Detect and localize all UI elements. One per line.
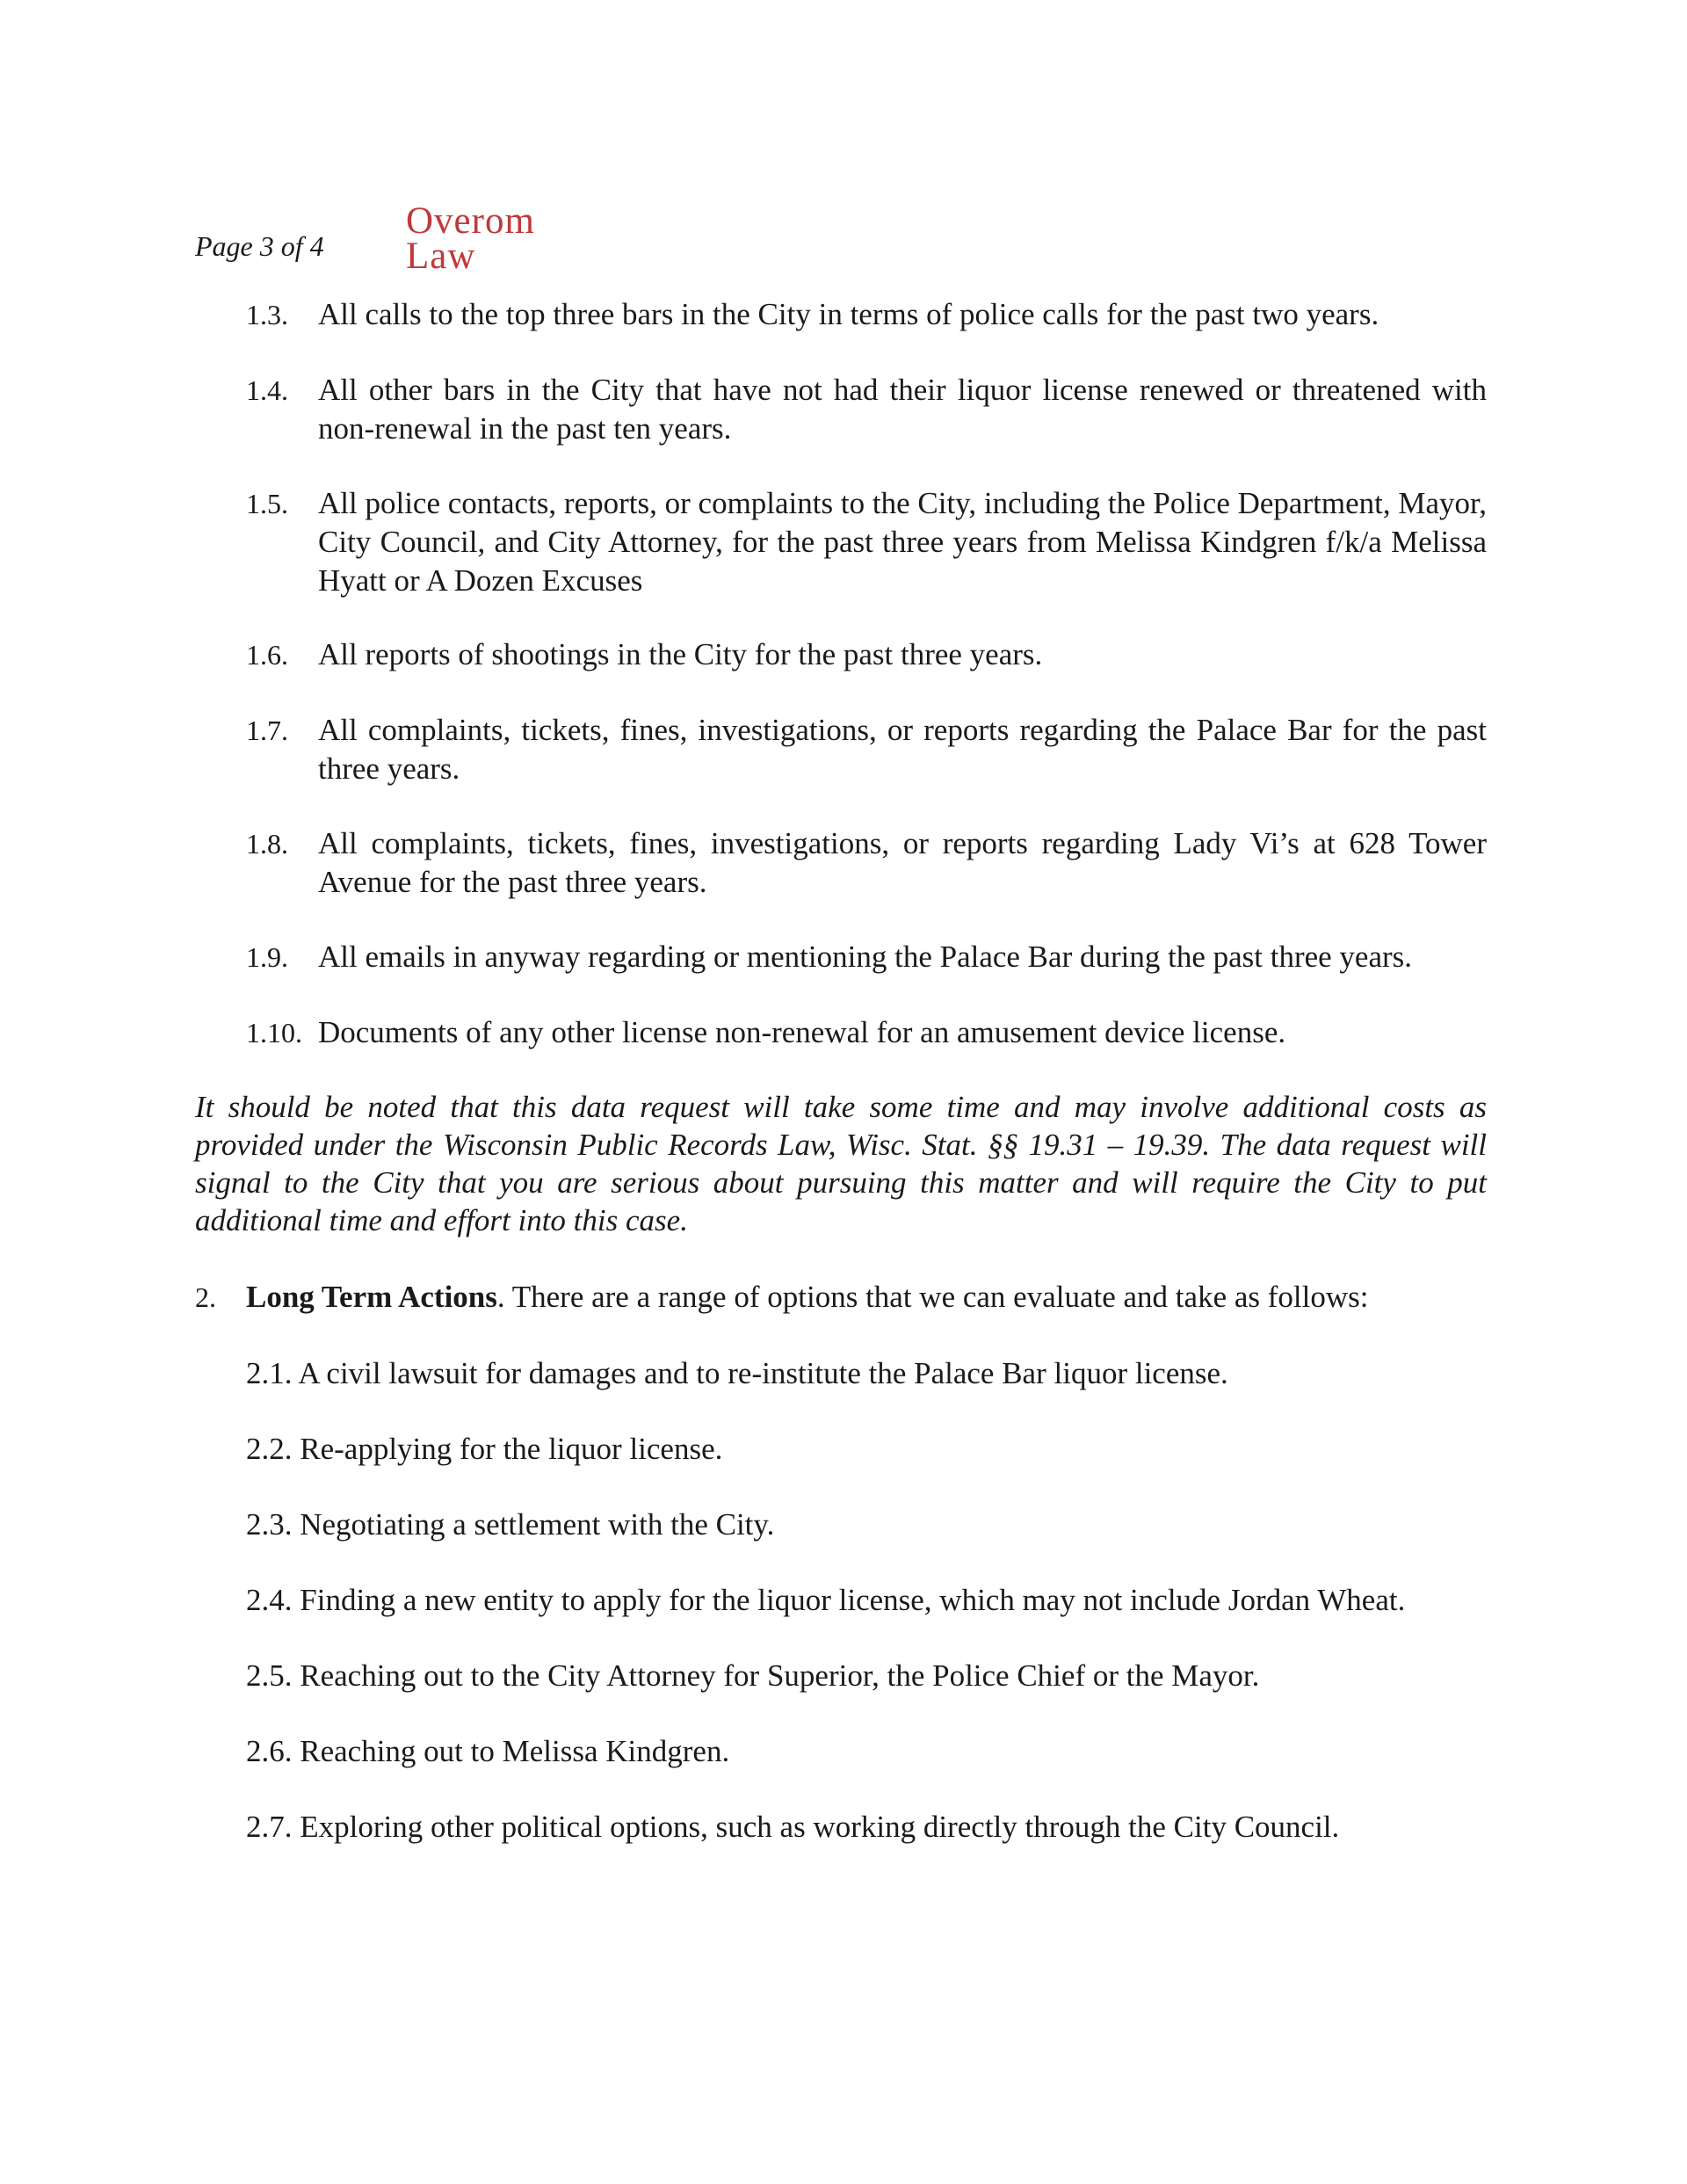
logo-line-1: Overom [406, 200, 535, 242]
firm-logo [406, 200, 535, 277]
item-number: 1.4. [246, 374, 288, 406]
item-number: 1.10. [246, 1017, 302, 1048]
item-number: 1.8. [246, 828, 288, 860]
list-item [246, 1430, 722, 1469]
item-number: 1.3. [246, 299, 288, 330]
section-number: 2. [195, 1281, 216, 1313]
item-number: 2.7. [246, 1810, 293, 1844]
logo-line-2: Law [406, 236, 476, 277]
item-text: Exploring other political options, such as working directly through the City Council. [300, 1810, 1340, 1844]
item-number: 2.6. [246, 1734, 293, 1768]
note-paragraph: It should be noted that this data request will take some time and may involve additional costs as provided under the Wisconsin Public Records Law, Wisc. Stat. §§ 19.31 – 19.39. The data request will signal to the City that you are serious about pursuing this matter and will require the City to put additional time and effort into this case. [195, 1090, 1487, 1237]
page-number: Page 3 of 4 [195, 230, 324, 262]
item-text: A civil lawsuit for damages and to re-institute the Palace Bar liquor license. [298, 1356, 1228, 1390]
item-text: All complaints, tickets, fines, investigations, or reports regarding Lady Vi’s at 628 Tower Avenue for the past three years. [318, 826, 1487, 899]
item-text: All emails in anyway regarding or mentioning the Palace Bar during the past three years. [318, 940, 1413, 974]
list-item [246, 1581, 1405, 1620]
item-number: 1.9. [246, 941, 288, 973]
item-text: Reaching out to the City Attorney for Superior, the Police Chief or the Mayor. [300, 1658, 1260, 1693]
item-text: All calls to the top three bars in the City in terms of police calls for the past two years. [318, 297, 1379, 331]
item-text: Re-applying for the liquor license. [300, 1432, 723, 1466]
item-number: 2.2. [246, 1432, 293, 1466]
item-number: 2.4. [246, 1583, 293, 1617]
section-text [246, 1278, 1368, 1317]
item-text: Negotiating a settlement with the City. [300, 1507, 775, 1542]
section-intro: . There are a range of options that we can evaluate and take as follows: [496, 1280, 1369, 1314]
list-item [246, 1657, 1259, 1695]
item-text: Reaching out to Melissa Kindgren. [300, 1734, 730, 1768]
item-text: All reports of shootings in the City for the past three years. [318, 637, 1043, 671]
list-item [246, 1808, 1339, 1847]
list-item [246, 1732, 729, 1771]
item-text: Finding a new entity to apply for the liquor license, which may not include Jordan Wheat. [300, 1583, 1406, 1617]
item-number: 2.5. [246, 1658, 293, 1693]
section-title: Long Term Actions [246, 1280, 497, 1314]
list-item [246, 1354, 1228, 1393]
item-number: 1.7. [246, 715, 288, 746]
item-number: 1.6. [246, 639, 288, 671]
item-text: All police contacts, reports, or complaints to the City, including the Police Department, Mayor, City Council, and City Attorney, for the past three years from Melissa Kindgren f/k/a Melissa Hyatt or A Dozen Excuses [318, 486, 1487, 598]
item-number: 1.5. [246, 488, 288, 519]
list-item [246, 1506, 774, 1544]
item-number: 2.1. [246, 1356, 293, 1390]
item-text: All other bars in the City that have not had their liquor license renewed or threatened with non-renewal in the past ten years. [318, 373, 1487, 446]
item-text: All complaints, tickets, fines, investigations, or reports regarding the Palace Bar for the past three years. [318, 713, 1487, 786]
item-text: Documents of any other license non-renewal for an amusement device license. [318, 1015, 1286, 1049]
item-number: 2.3. [246, 1507, 293, 1542]
